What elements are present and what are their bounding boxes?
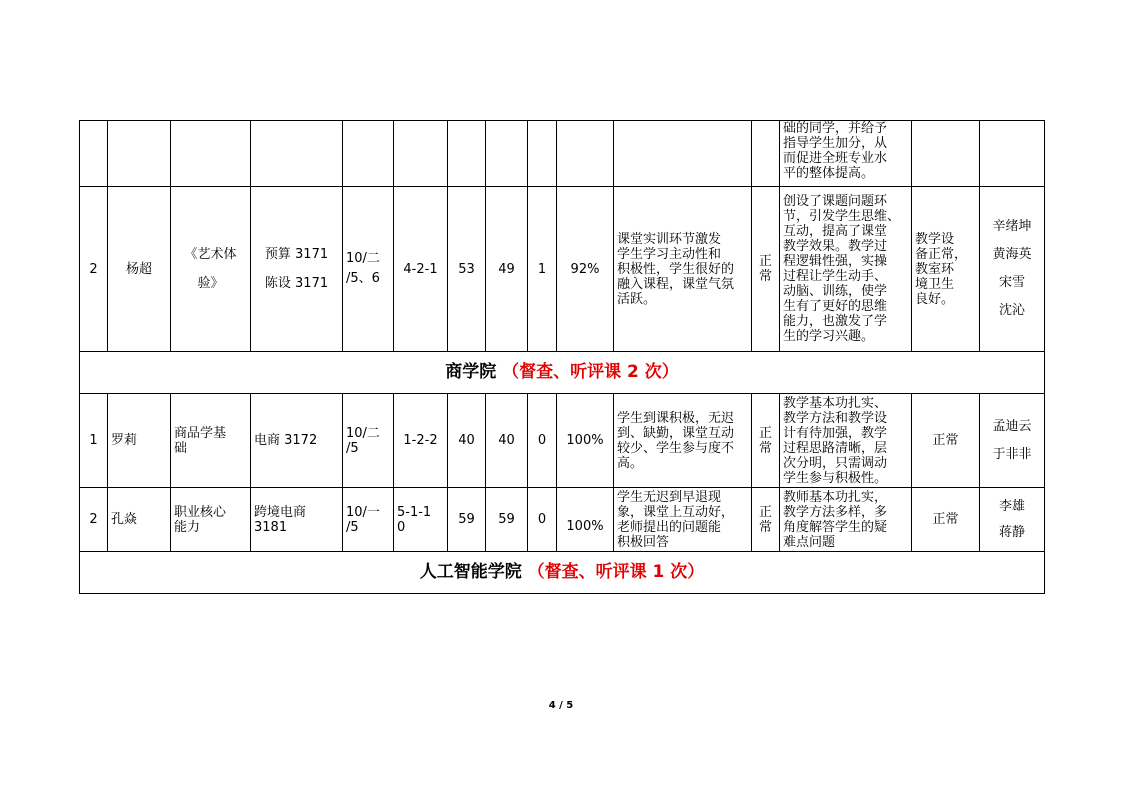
course-name: 商品学基 础 xyxy=(171,394,251,488)
absent-count: 1 xyxy=(528,187,557,352)
order-status: 正 常 xyxy=(752,187,780,352)
actual-count: 49 xyxy=(486,187,528,352)
teacher-eval-cell: 础的同学，并给予 指导学生加分，从 而促进全班专业水 平的整体提高。 xyxy=(780,121,912,187)
teacher-eval-cell: 教学基本功扎实、 教学方法和教学设 计有待加强，教学 过程思路清晰，层 次分明，只需调动 学生参与积极性。 xyxy=(780,394,912,488)
expected-count: 40 xyxy=(448,394,486,488)
page-number: 4 / 5 xyxy=(548,700,574,711)
course-name: 职业核心 能力 xyxy=(171,488,251,552)
row-number: 2 xyxy=(80,187,108,352)
lesson-section: 4-2-1 xyxy=(394,187,448,352)
class-names: 预算 3171 陈设 3171 xyxy=(251,187,343,352)
lesson-date: 10/一 /5 xyxy=(343,488,394,552)
teacher-eval-cell: 创设了课题问题环 节，引发学生思维、 互动，提高了课堂 教学效果。教学过 程逻辑性强，实操 过程让学生动手、 动脑、训练，使学 生有了更好的思维 能力，也激发了学 生的学习兴趣。 xyxy=(780,187,912,352)
course-name: 《艺术体 验》 xyxy=(171,187,251,352)
order-status: 正 常 xyxy=(752,488,780,552)
attendance-rate: 100% xyxy=(557,488,614,552)
class-names: 电商 3172 xyxy=(251,394,343,488)
section-note: （督查、听评课 2 次） xyxy=(502,362,679,382)
inspection-table xyxy=(79,120,1045,594)
student-state-cell: 学生到课积极，无迟 到、缺勤，课堂互动 较少、学生参与度不 高。 xyxy=(614,394,752,488)
inspector-names: 辛绪坤 黄海英 宋雪 沈沁 xyxy=(980,187,1045,352)
lesson-date: 10/二 /5、6 xyxy=(343,187,394,352)
table-row-continued xyxy=(80,121,1045,187)
table-row-luo-li xyxy=(80,394,1045,488)
class-names: 跨境电商 3181 xyxy=(251,488,343,552)
actual-count: 59 xyxy=(486,488,528,552)
inspector-names: 李雄 蒋静 xyxy=(980,488,1045,552)
actual-count: 40 xyxy=(486,394,528,488)
row-number: 2 xyxy=(80,488,108,552)
student-state-cell: 学生无迟到早退现 象，课堂上互动好， 老师提出的问题能 积极回答 xyxy=(614,488,752,552)
section-header-ai xyxy=(80,552,1045,594)
equipment-status: 教学设 备正常， 教室环 境卫生 良好。 xyxy=(912,187,980,352)
expected-count: 53 xyxy=(448,187,486,352)
lesson-section: 1-2-2 xyxy=(394,394,448,488)
section-note: （督查、听评课 1 次） xyxy=(527,562,705,582)
table-row-kong-yan xyxy=(80,488,1045,552)
lesson-section: 5-1-1 0 xyxy=(394,488,448,552)
student-state-cell: 课堂实训环节激发 学生学习主动性和 积极性，学生很好的 融入课程，课堂气氛 活跃。 xyxy=(614,187,752,352)
teacher-eval-cell: 教师基本功扎实， 教学方法多样，多 角度解答学生的疑 难点问题 xyxy=(780,488,912,552)
expected-count: 59 xyxy=(448,488,486,552)
teacher-name: 孔焱 xyxy=(108,488,171,552)
attendance-rate: 92% xyxy=(557,187,614,352)
teacher-name: 杨超 xyxy=(108,187,171,352)
absent-count: 0 xyxy=(528,394,557,488)
row-number: 1 xyxy=(80,394,108,488)
section-header-business xyxy=(80,352,1045,394)
order-status: 正 常 xyxy=(752,394,780,488)
inspector-names: 孟迪云 于非非 xyxy=(980,394,1045,488)
section-name: 人工智能学院 xyxy=(419,562,522,582)
teacher-name: 罗莉 xyxy=(108,394,171,488)
lesson-date: 10/二 /5 xyxy=(343,394,394,488)
equipment-status: 正常 xyxy=(912,488,980,552)
section-name: 商学院 xyxy=(445,362,497,382)
table-row-yang-chao xyxy=(80,187,1045,352)
absent-count: 0 xyxy=(528,488,557,552)
equipment-status: 正常 xyxy=(912,394,980,488)
attendance-rate: 100% xyxy=(557,394,614,488)
